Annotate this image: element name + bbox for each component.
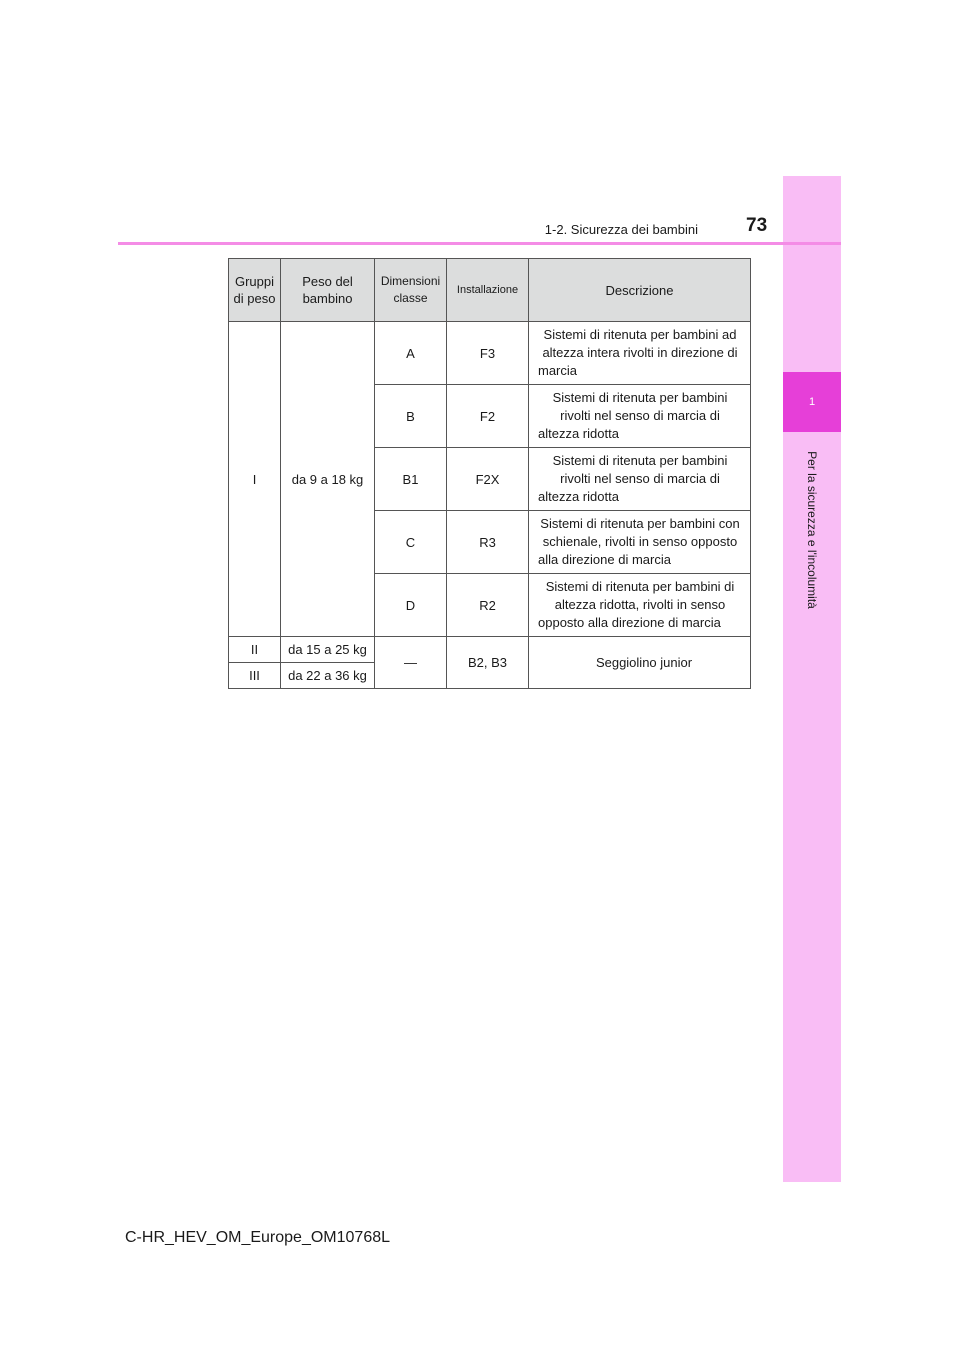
installation-cell: R3 [447, 511, 529, 574]
size-class-cell: B1 [375, 448, 447, 511]
weight-cell: da 15 a 25 kg [281, 637, 375, 663]
page-number: 73 [746, 215, 768, 236]
chapter-side-tab [783, 176, 841, 1182]
document-code: C-HR_HEV_OM_Europe_OM10768L [125, 1229, 391, 1246]
size-class-cell: A [375, 322, 447, 385]
group-cell: III [229, 663, 281, 689]
section-title: 1-2. Sicurezza dei bambini [544, 222, 698, 237]
weight-cell: da 22 a 36 kg [281, 663, 375, 689]
header-description: Descrizione [529, 259, 751, 322]
description-cell: Seggiolino junior [529, 637, 751, 689]
installation-cell: R2 [447, 574, 529, 637]
description-cell: Sistemi di ritenuta per bambini rivolti nel senso di marcia di altezza ridotta [529, 385, 751, 448]
installation-cell: F2X [447, 448, 529, 511]
group-cell: I [229, 322, 281, 637]
description-cell: Sistemi di ritenuta per bambini con schienale, rivolti in senso opposto alla direzione di marcia [529, 511, 751, 574]
header-group: Gruppi di peso [229, 259, 281, 322]
size-class-cell: C [375, 511, 447, 574]
chapter-title: Per la sicurezza e l'incolumità [805, 451, 819, 609]
table-row [229, 637, 751, 663]
size-class-cell: D [375, 574, 447, 637]
weight-cell: da 9 a 18 kg [281, 322, 375, 637]
header-rule [118, 242, 841, 245]
size-class-cell: B [375, 385, 447, 448]
description-cell: Sistemi di ritenuta per bambini ad altezza intera rivolti in direzione di marcia [529, 322, 751, 385]
header-installation: Installazione [447, 259, 529, 322]
table-row [229, 322, 751, 385]
description-cell: Sistemi di ritenuta per bambini di altezza ridotta, rivolti in senso opposto alla direzione di marcia [529, 574, 751, 637]
installation-cell: F3 [447, 322, 529, 385]
header-weight: Peso del bambino [281, 259, 375, 322]
table-header-row [229, 259, 751, 322]
size-class-cell: — [375, 637, 447, 689]
installation-cell: B2, B3 [447, 637, 529, 689]
chapter-number: 1 [808, 396, 816, 408]
description-cell: Sistemi di ritenuta per bambini rivolti nel senso di marcia di altezza ridotta [529, 448, 751, 511]
installation-cell: F2 [447, 385, 529, 448]
child-seat-size-table [228, 258, 751, 689]
group-cell: II [229, 637, 281, 663]
header-size-class: Dimensioni classe [375, 259, 447, 322]
